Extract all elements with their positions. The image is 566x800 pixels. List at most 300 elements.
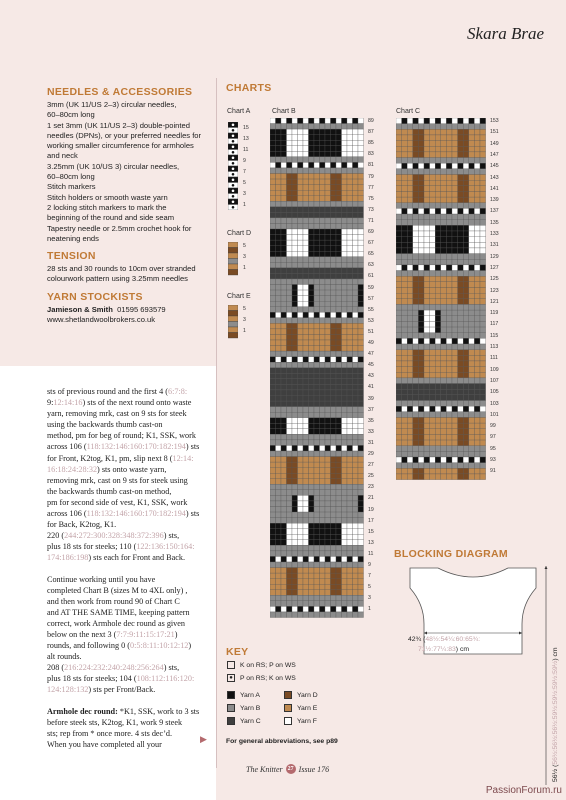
row-number: 1 xyxy=(243,328,246,334)
chart-cell xyxy=(430,208,436,214)
chart-cell xyxy=(298,390,304,396)
chart-cell xyxy=(292,384,298,390)
chart-cell xyxy=(463,429,469,435)
colour-swatch-icon xyxy=(284,691,292,699)
chart-cell xyxy=(353,529,359,535)
chart-cell xyxy=(458,242,464,248)
chart-cell xyxy=(276,590,282,596)
row-number: 147 xyxy=(490,151,499,158)
chart-cell xyxy=(458,333,464,339)
chart-cell xyxy=(474,344,480,350)
chart-cell xyxy=(435,276,441,282)
chart-cell xyxy=(287,407,293,413)
chart-cell xyxy=(314,118,320,124)
chart-cell xyxy=(336,518,342,524)
chart-cell xyxy=(407,457,413,463)
chart-cell xyxy=(292,151,298,157)
chart-cell xyxy=(347,201,353,207)
chart-cell xyxy=(435,361,441,367)
chart-cell xyxy=(441,389,447,395)
chart-cell xyxy=(320,457,326,463)
chart-cell xyxy=(320,479,326,485)
chart-cell xyxy=(358,490,364,496)
chart-cell xyxy=(287,229,293,235)
chart-cell xyxy=(298,401,304,407)
stockists-heading: YARN STOCKISTS xyxy=(47,290,143,303)
chart-cell xyxy=(474,231,480,237)
chart-cell xyxy=(276,429,282,435)
text-line xyxy=(47,596,206,607)
chart-cell xyxy=(347,379,353,385)
chart-cell xyxy=(347,462,353,468)
chart-cell xyxy=(331,507,337,513)
chart-cell xyxy=(358,501,364,507)
chart-cell xyxy=(314,262,320,268)
chart-cell xyxy=(270,223,276,229)
chart-cell xyxy=(303,562,309,568)
chart-cell xyxy=(287,246,293,252)
chart-cell xyxy=(358,379,364,385)
chart-cell xyxy=(396,158,402,164)
chart-cell xyxy=(435,423,441,429)
chart-cell xyxy=(342,390,348,396)
chart-cell xyxy=(325,223,331,229)
chart-cell xyxy=(314,457,320,463)
chart-cell xyxy=(452,237,458,243)
chart-cell xyxy=(418,406,424,412)
yarn-key-item xyxy=(284,691,318,699)
text-line: neatening ends xyxy=(47,233,99,243)
chart-cell xyxy=(287,185,293,191)
chart-cell xyxy=(396,423,402,429)
chart-cell xyxy=(402,214,408,220)
chart-cell xyxy=(298,568,304,574)
chart-cell xyxy=(353,540,359,546)
chart-cell xyxy=(276,490,282,496)
chart-cell xyxy=(407,378,413,384)
pattern-paragraph-3 xyxy=(47,706,206,750)
chart-cell xyxy=(407,355,413,361)
chart-cell xyxy=(430,389,436,395)
chart-cell xyxy=(270,285,276,291)
row-number: 3 xyxy=(243,191,246,197)
chart-cell xyxy=(292,207,298,213)
chart-cell xyxy=(353,290,359,296)
text-segment: correct, work Armhole dec round as given xyxy=(47,618,186,628)
chart-cell xyxy=(325,429,331,435)
chart-cell xyxy=(276,168,282,174)
chart-cell xyxy=(320,612,326,618)
chart-cell xyxy=(276,523,282,529)
chart-cell xyxy=(396,299,402,305)
chart-cell xyxy=(303,257,309,263)
chart-cell xyxy=(314,606,320,612)
text-segment: sts; rep from * once more. 4 sts dec’d. xyxy=(47,728,173,738)
chart-cell xyxy=(342,185,348,191)
chart-cell xyxy=(276,229,282,235)
chart-cell xyxy=(276,373,282,379)
chart-cell xyxy=(309,140,315,146)
chart-cell xyxy=(281,262,287,268)
chart-cell xyxy=(336,545,342,551)
chart-cell xyxy=(463,417,469,423)
chart-cell xyxy=(353,218,359,224)
row-number: 151 xyxy=(490,129,499,136)
chart-cell xyxy=(347,445,353,451)
chart-cell xyxy=(292,118,298,124)
chart-cell xyxy=(452,406,458,412)
chart-cell xyxy=(347,457,353,463)
chart-cell xyxy=(325,418,331,424)
chart-cell xyxy=(303,401,309,407)
chart-cell xyxy=(347,235,353,241)
chart-cell xyxy=(276,495,282,501)
chart-cell xyxy=(435,389,441,395)
chart-cell xyxy=(342,379,348,385)
chart-cell xyxy=(424,288,430,294)
chart-cell xyxy=(353,590,359,596)
chart-cell xyxy=(292,285,298,291)
chart-cell xyxy=(353,518,359,524)
text-line xyxy=(47,519,206,530)
chart-cell xyxy=(342,190,348,196)
text-segment: below on the next 3 ( xyxy=(47,629,117,639)
chart-cell xyxy=(298,373,304,379)
chart-cell xyxy=(342,595,348,601)
chart-cell xyxy=(292,146,298,152)
chart-cell xyxy=(325,473,331,479)
chart-cell xyxy=(314,490,320,496)
chart-cell xyxy=(413,197,419,203)
chart-cell xyxy=(424,372,430,378)
chart-cell xyxy=(474,384,480,390)
chart-cell xyxy=(413,237,419,243)
chart-cell xyxy=(309,223,315,229)
chart-cell xyxy=(270,185,276,191)
chart-cell xyxy=(474,197,480,203)
chart-cell xyxy=(336,301,342,307)
chart-cell xyxy=(407,338,413,344)
chart-cell xyxy=(314,218,320,224)
row-number: 13 xyxy=(243,136,249,142)
chart-cell xyxy=(281,529,287,535)
chart-cell xyxy=(402,463,408,469)
chart-cell xyxy=(336,251,342,257)
chart-cell xyxy=(342,451,348,457)
chart-cell xyxy=(281,185,287,191)
chart-cell xyxy=(424,282,430,288)
chart-cell xyxy=(309,151,315,157)
chart-cell xyxy=(342,518,348,524)
chart-cell xyxy=(435,333,441,339)
chart-cell xyxy=(347,268,353,274)
chart-cell xyxy=(474,474,480,480)
chart-cell xyxy=(303,146,309,152)
chart-cell xyxy=(430,310,436,316)
chart-cell xyxy=(396,141,402,147)
chart-cell xyxy=(281,606,287,612)
chart-cell xyxy=(430,191,436,197)
chart-cell xyxy=(480,463,486,469)
chart-cell xyxy=(309,334,315,340)
row-number: 29 xyxy=(368,451,374,457)
tension-text xyxy=(47,264,204,285)
key-knit: K on RS; P on WS xyxy=(227,661,296,669)
chart-cell xyxy=(320,495,326,501)
chart-cell xyxy=(353,501,359,507)
chart-cell xyxy=(407,220,413,226)
chart-cell xyxy=(298,396,304,402)
chart-cell xyxy=(396,135,402,141)
chart-cell xyxy=(303,407,309,413)
chart-cell xyxy=(303,490,309,496)
chart-cell xyxy=(228,305,238,311)
chart-cell xyxy=(331,179,337,185)
chart-cell xyxy=(270,568,276,574)
chart-cell xyxy=(276,307,282,313)
text-segment: before steek sts, K2tog, K1, work 9 steek xyxy=(47,717,183,727)
chart-cell xyxy=(292,196,298,202)
chart-cell xyxy=(358,407,364,413)
chart-cell xyxy=(446,463,452,469)
chart-cell xyxy=(309,329,315,335)
chart-cell xyxy=(407,395,413,401)
chart-cell xyxy=(458,429,464,435)
text-segment: method, pm for beg of round; K1, SSK, work xyxy=(47,431,196,441)
chart-cell xyxy=(342,218,348,224)
chart-cell xyxy=(292,473,298,479)
chart-cell xyxy=(325,606,331,612)
chart-cell xyxy=(303,601,309,607)
chart-cell xyxy=(342,401,348,407)
chart-cell xyxy=(320,440,326,446)
chart-cell xyxy=(336,384,342,390)
chart-cell xyxy=(276,368,282,374)
chart-cell xyxy=(281,235,287,241)
chart-cell xyxy=(292,334,298,340)
chart-cell xyxy=(441,468,447,474)
chart-cell xyxy=(358,251,364,257)
row-number: 129 xyxy=(490,253,499,260)
chart-cell xyxy=(292,534,298,540)
chart-cell xyxy=(287,384,293,390)
row-number: 9 xyxy=(368,562,371,568)
chart-cell xyxy=(480,429,486,435)
chart-cell xyxy=(469,169,475,175)
materials-panel xyxy=(0,78,216,368)
chart-cell xyxy=(441,355,447,361)
chart-cell xyxy=(469,129,475,135)
chart-cell xyxy=(298,129,304,135)
chart-cell xyxy=(309,246,315,252)
chart-cell xyxy=(452,288,458,294)
chart-cell xyxy=(336,329,342,335)
chart-cell xyxy=(474,451,480,457)
row-number: 7 xyxy=(368,573,371,580)
chart-cell xyxy=(458,367,464,373)
chart-cell xyxy=(325,279,331,285)
chart-cell xyxy=(424,197,430,203)
chart-cell xyxy=(270,190,276,196)
chart-cell xyxy=(396,288,402,294)
chart-cell xyxy=(458,129,464,135)
chart-cell xyxy=(424,214,430,220)
chart-cell xyxy=(347,501,353,507)
chart-cell xyxy=(430,231,436,237)
chart-cell xyxy=(314,518,320,524)
stockist-url[interactable]: www.shetlandwoolbrokers.co.uk xyxy=(47,315,156,325)
chart-cell xyxy=(480,304,486,310)
chart-cell xyxy=(347,118,353,124)
chart-cell xyxy=(463,175,469,181)
chart-cell xyxy=(276,268,282,274)
chart-cell xyxy=(342,551,348,557)
chart-cell xyxy=(480,259,486,265)
yarn-label: Yarn E xyxy=(297,704,318,712)
chart-cell xyxy=(474,304,480,310)
chart-cell xyxy=(276,451,282,457)
chart-cell xyxy=(292,379,298,385)
chart-cell xyxy=(331,201,337,207)
chart-cell xyxy=(292,573,298,579)
chart-cell xyxy=(298,462,304,468)
chart-cell xyxy=(270,162,276,168)
chart-cell xyxy=(331,246,337,252)
chart-cell xyxy=(331,551,337,557)
chart-cell xyxy=(463,293,469,299)
row-number: 7 xyxy=(243,169,246,175)
text-segment: for Back, K2tog, K1. xyxy=(47,520,117,530)
chart-cell xyxy=(342,251,348,257)
chart-cell xyxy=(325,595,331,601)
chart-cell xyxy=(458,191,464,197)
chart-cell xyxy=(407,321,413,327)
chart-cell xyxy=(396,384,402,390)
chart-cell xyxy=(228,322,238,328)
chart-cell xyxy=(407,271,413,277)
chart-cell xyxy=(452,446,458,452)
text-segment: completed Chart B (sizes M to 4XL only) , xyxy=(47,585,188,595)
chart-cell xyxy=(424,327,430,333)
chart-cell xyxy=(292,279,298,285)
chart-cell xyxy=(424,361,430,367)
chart-cell xyxy=(320,240,326,246)
chart-cell xyxy=(298,140,304,146)
chart-cell xyxy=(303,534,309,540)
chart-cell xyxy=(446,468,452,474)
chart-cell xyxy=(320,185,326,191)
chart-cell xyxy=(342,495,348,501)
chart-cell xyxy=(309,396,315,402)
row-number: 19 xyxy=(368,506,374,513)
chart-cell xyxy=(474,118,480,124)
chart-cell xyxy=(281,223,287,229)
chart-cell xyxy=(270,495,276,501)
chart-cell xyxy=(320,490,326,496)
chart-cell xyxy=(407,463,413,469)
chart-cell xyxy=(424,191,430,197)
text-line xyxy=(47,541,206,552)
chart-cell xyxy=(413,146,419,152)
chart-cell xyxy=(314,462,320,468)
chart-cell xyxy=(270,396,276,402)
colour-swatch-icon xyxy=(227,691,235,699)
chart-cell xyxy=(281,568,287,574)
chart-cell xyxy=(287,179,293,185)
chart-cell xyxy=(309,307,315,313)
chart-cell xyxy=(342,462,348,468)
text-line xyxy=(47,706,206,717)
chart-cell xyxy=(353,185,359,191)
chart-cell xyxy=(336,434,342,440)
text-line: 3.25mm (UK 10/US 3) circular needles, xyxy=(47,161,180,171)
chart-cell xyxy=(463,152,469,158)
chart-cell xyxy=(413,321,419,327)
chart-cell xyxy=(336,479,342,485)
chart-cell xyxy=(407,474,413,480)
chart-cell xyxy=(463,288,469,294)
chart-cell xyxy=(358,207,364,213)
chart-cell xyxy=(309,429,315,435)
chart-cell xyxy=(287,612,293,618)
chart-cell xyxy=(314,390,320,396)
chart-cell xyxy=(469,384,475,390)
key-heading: KEY xyxy=(226,646,249,658)
chart-cell xyxy=(358,584,364,590)
chart-cell xyxy=(441,423,447,429)
size-values: 6:7:8: xyxy=(167,387,188,396)
chart-cell xyxy=(402,440,408,446)
chart-cell xyxy=(430,163,436,169)
chart-cell xyxy=(446,423,452,429)
chart-cell xyxy=(298,529,304,535)
chart-cell xyxy=(303,440,309,446)
chart-cell xyxy=(298,423,304,429)
chart-cell xyxy=(342,162,348,168)
chart-cell xyxy=(270,196,276,202)
chart-cell xyxy=(430,412,436,418)
text-line xyxy=(47,464,206,475)
chart-cell xyxy=(320,556,326,562)
chart-cell xyxy=(480,158,486,164)
chart-cell xyxy=(309,196,315,202)
chart-cell xyxy=(314,379,320,385)
chart-cell xyxy=(314,373,320,379)
chart-cell xyxy=(446,401,452,407)
chart-cell xyxy=(407,146,413,152)
chart-cell xyxy=(331,468,337,474)
chart-cell xyxy=(446,118,452,124)
chart-cell xyxy=(446,451,452,457)
chart-cell xyxy=(281,190,287,196)
chart-cell xyxy=(358,240,364,246)
chart-cell xyxy=(331,235,337,241)
chart-cell xyxy=(336,146,342,152)
chart-cell xyxy=(353,146,359,152)
chart-cell xyxy=(347,606,353,612)
chart-cell xyxy=(298,523,304,529)
chart-cell xyxy=(331,606,337,612)
chart-cell xyxy=(325,373,331,379)
chart-cell xyxy=(331,290,337,296)
chart-cell xyxy=(276,179,282,185)
chart-cell xyxy=(303,157,309,163)
chart-cell xyxy=(331,590,337,596)
chart-cell xyxy=(347,185,353,191)
chart-cell xyxy=(270,573,276,579)
chart-cell xyxy=(458,186,464,192)
chart-cell xyxy=(309,162,315,168)
